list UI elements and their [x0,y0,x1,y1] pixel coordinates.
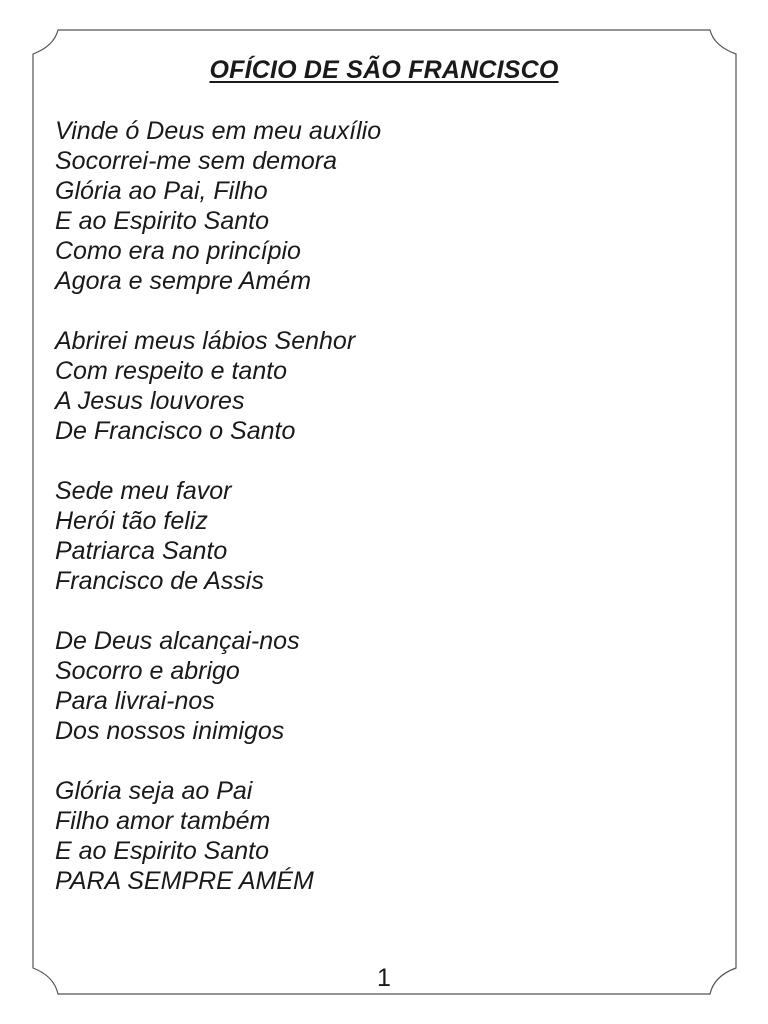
page-number: 1 [377,964,391,992]
verse-line: De Francisco o Santo [55,417,296,445]
stanza [55,626,695,746]
verse-line: Socorrei-me sem demora [55,147,338,175]
verse-line: Herói tão feliz [55,507,208,535]
page-title: OFÍCIO DE SÃO FRANCISCO [209,56,559,84]
verse-line: Abrirei meus lábios Senhor [55,327,356,355]
verse-line: Socorro e abrigo [55,657,240,685]
verse-line: Dos nossos inimigos [55,717,285,745]
verse-line: De Deus alcançai-nos [55,627,300,655]
stanza [55,776,695,896]
verse-line: Agora e sempre Amém [55,267,312,295]
verse-line: A Jesus louvores [55,387,245,415]
verse-line: Como era no princípio [55,237,301,265]
verse-line: Glória seja ao Pai [55,777,253,805]
verse-line: PARA SEMPRE AMÉM [55,867,314,895]
stanza [55,476,695,596]
verse-line: Vinde ó Deus em meu auxílio [55,117,382,145]
stanza [55,116,695,296]
verse-line: Para livrai-nos [55,687,215,715]
stanza [55,326,695,446]
verse-line: Francisco de Assis [55,567,264,595]
verse-line: Sede meu favor [55,477,232,505]
verse-line: Filho amor também [55,807,271,835]
verse-line: Patriarca Santo [55,537,228,565]
verse-line: Glória ao Pai, Filho [55,177,268,205]
verse-line: E ao Espirito Santo [55,207,270,235]
verse-line: Com respeito e tanto [55,357,288,385]
verse-line: E ao Espirito Santo [55,837,270,865]
verses-container [55,116,695,926]
